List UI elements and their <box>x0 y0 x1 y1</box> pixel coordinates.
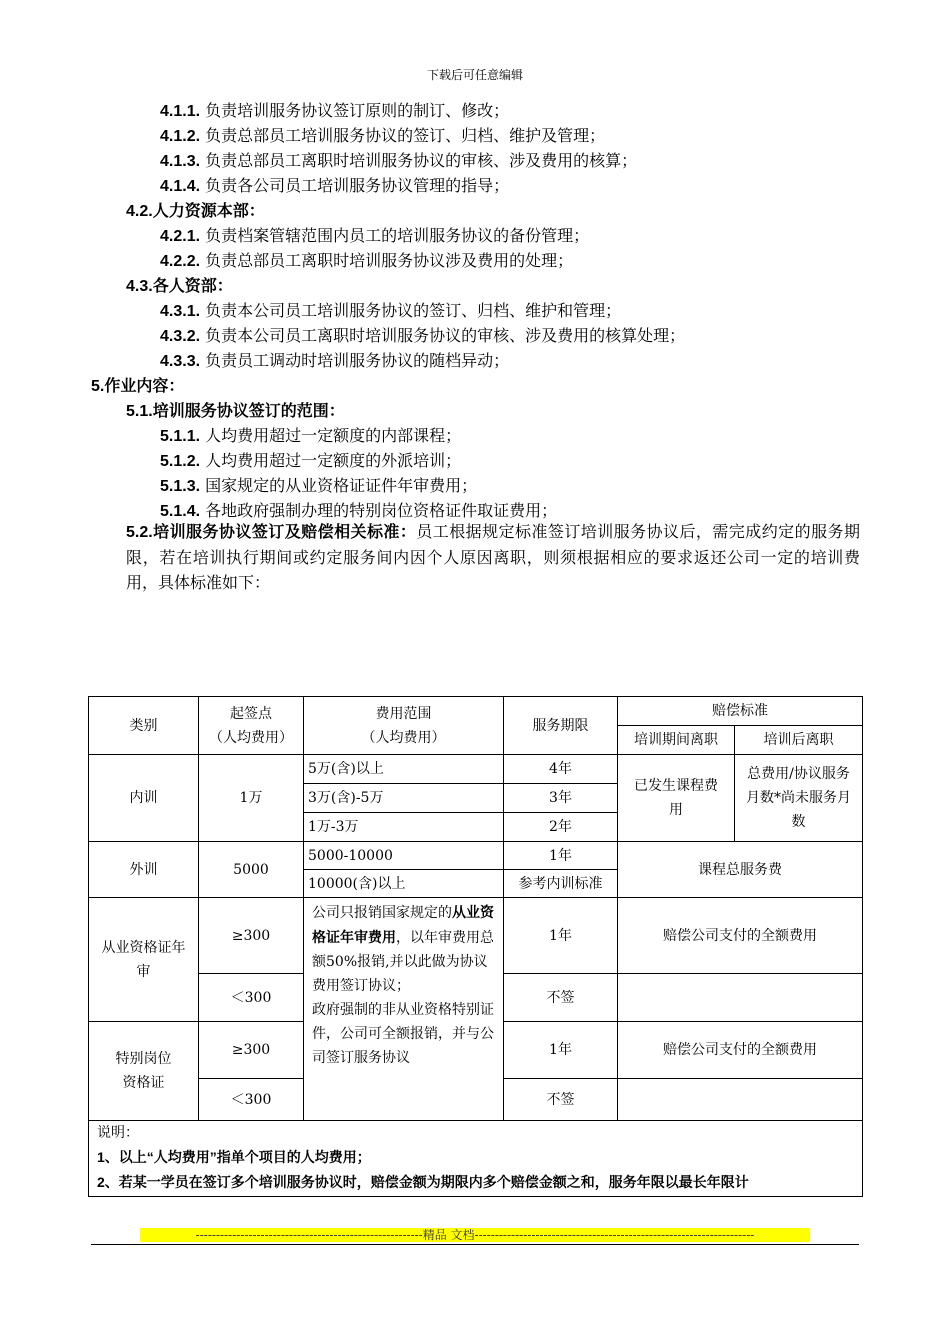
cell-internal-period-1: 4年 <box>504 755 618 784</box>
page-header: 下载后可任意编辑 <box>426 68 523 82</box>
cell-internal-range-2: 3万(含)-5万 <box>304 784 504 813</box>
item-5-1-4: 5.1.4. 各地政府强制办理的特别岗位资格证件取证费用； <box>160 501 558 520</box>
note-2: 2、若某一学员在签订多个培训服务协议时，赔偿金额为期限内多个赔偿金额之和，服务年限以最长年限计 <box>97 1174 749 1190</box>
cell-special: 特别岗位资格证 <box>89 1022 199 1121</box>
cell-internal-after: 总费用/协议服务月数*尚未服务月数 <box>735 755 863 842</box>
item-5-1-3: 5.1.3. 国家规定的从业资格证证件年审费用； <box>160 476 478 495</box>
cell-internal-start: 1万 <box>199 755 304 842</box>
cell-cert: 从业资格证年审 <box>89 898 199 1022</box>
item-4-1-3: 4.1.3. 负责总部员工离职时培训服务协议的审核、涉及费用的核算； <box>160 151 638 170</box>
table-notes <box>89 1121 863 1197</box>
cell-internal-during: 已发生课程费用 <box>618 755 735 842</box>
item-4-2-1: 4.2.1. 负责档案管辖范围内员工的培训服务协议的备份管理； <box>160 226 590 245</box>
item-4-3-3: 4.3.3. 负责员工调动时培训服务协议的随档异动； <box>160 351 510 370</box>
cell-special-comp-1: 赔偿公司支付的全额费用 <box>618 1022 863 1079</box>
cell-cert-start-2: ＜300 <box>199 974 304 1022</box>
header-start-point: 起签点 （人均费用） <box>199 697 304 755</box>
cell-special-comp-2 <box>618 1079 863 1121</box>
section-4-3: 4.3.各人资部： <box>126 278 233 295</box>
item-4-1-2: 4.1.2. 负责总部员工培训服务协议的签订、归档、维护及管理； <box>160 126 606 145</box>
cell-special-start-2: ＜300 <box>199 1079 304 1121</box>
cell-internal-period-2: 3年 <box>504 784 618 813</box>
cell-external-start: 5000 <box>199 842 304 898</box>
cell-special-period-1: 1年 <box>504 1022 618 1079</box>
footer-banner: --------------------------------------------------------精品 文档--------------------------------------------------------------------- <box>140 1228 810 1242</box>
item-4-1-1: 4.1.1. 负责培训服务协议签订原则的制订、修改； <box>160 101 510 120</box>
cell-cert-range: 公司只报销国家规定的从业资格证年审费用，以年审费用总额50%报销,并以此做为协议费用签订协议； 政府强制的非从业资格特别证件，公司可全额报销，并与公司签订服务协议 <box>304 898 504 1121</box>
header-comp-during: 培训期间离职 <box>618 726 735 755</box>
header-category: 类别 <box>89 697 199 755</box>
cell-cert-period-1: 1年 <box>504 898 618 974</box>
cell-internal-period-3: 2年 <box>504 813 618 842</box>
cell-external-period-1: 1年 <box>504 842 618 870</box>
note-1: 1、以上“人均费用”指单个项目的人均费用； <box>97 1149 371 1165</box>
section-4-2: 4.2.人力资源本部： <box>126 203 265 220</box>
header-compensation: 赔偿标准 <box>618 697 863 726</box>
item-5-1-1: 5.1.1. 人均费用超过一定额度的内部课程； <box>160 426 462 445</box>
header-service-period: 服务期限 <box>504 697 618 755</box>
cell-external-range-2: 10000(含)以上 <box>304 870 504 898</box>
item-4-1-4: 4.1.4. 负责各公司员工培训服务协议管理的指导； <box>160 176 510 195</box>
cell-cert-comp-2 <box>618 974 863 1022</box>
cell-internal: 内训 <box>89 755 199 842</box>
cell-special-start-1: ≥300 <box>199 1022 304 1079</box>
cell-external-comp: 课程总服务费 <box>618 842 863 898</box>
section-5-1: 5.1.培训服务协议签订的范围： <box>126 403 345 420</box>
header-comp-after: 培训后离职 <box>735 726 863 755</box>
note-title: 说明： <box>97 1125 139 1141</box>
item-4-3-2: 4.3.2. 负责本公司员工离职时培训服务协议的审核、涉及费用的核算处理； <box>160 326 686 345</box>
section-5: 5.作业内容： <box>91 378 185 395</box>
cell-external-range-1: 5000-10000 <box>304 842 504 870</box>
cell-external: 外训 <box>89 842 199 898</box>
item-4-2-2: 4.2.2. 负责总部员工离职时培训服务协议涉及费用的处理； <box>160 251 574 270</box>
cell-cert-comp-1: 赔偿公司支付的全额费用 <box>618 898 863 974</box>
compensation-table <box>88 696 863 1197</box>
cell-external-period-2: 参考内训标准 <box>504 870 618 898</box>
footer-rule <box>91 1244 859 1245</box>
cell-special-period-2: 不签 <box>504 1079 618 1121</box>
item-5-1-2: 5.1.2. 人均费用超过一定额度的外派培训； <box>160 451 462 470</box>
cell-cert-period-2: 不签 <box>504 974 618 1022</box>
cell-internal-range-3: 1万-3万 <box>304 813 504 842</box>
header-cost-range: 费用范围 （人均费用） <box>304 697 504 755</box>
item-4-3-1: 4.3.1. 负责本公司员工培训服务协议的签订、归档、维护和管理； <box>160 301 622 320</box>
cell-internal-range-1: 5万(含)以上 <box>304 755 504 784</box>
section-5-2-paragraph: 5.2.培训服务协议签订及赔偿相关标准：员工根据规定标准签订培训服务协议后，需完成约定的服务期限，若在培训执行期间或约定服务间内因个人原因离职，则须根据相应的要求返还公司一定的培训费用，具体标准如下： <box>126 522 860 592</box>
cell-cert-start-1: ≥300 <box>199 898 304 974</box>
